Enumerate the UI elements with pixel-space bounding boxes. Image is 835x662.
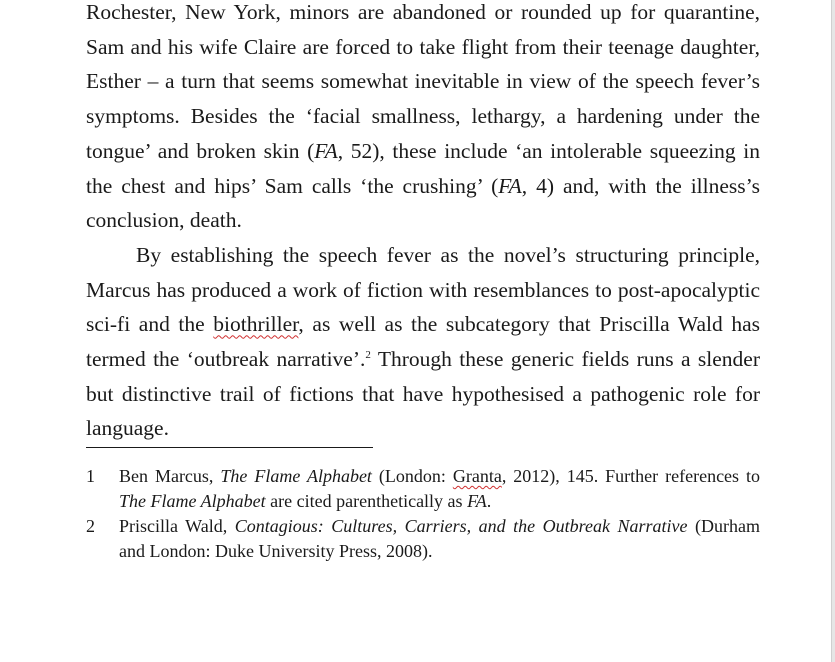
footnote-2 [86,514,760,564]
spellcheck-flagged-word[interactable]: biothriller [213,312,299,337]
paragraph-1-text-b: , 52), these include ‘an intolerable squeezing in the chest and hips’ Sam calls ‘the crushing’ ( [86,138,761,198]
paragraph-2-text-c: Through these generic fields runs a slender but distinctive trail of fictions that have hypothesised a pathogenic role for language. [86,347,761,441]
spellcheck-flagged-word[interactable]: Granta [452,466,502,486]
body-text [86,0,760,446]
citation-abbr-fa-2: FA [498,173,522,198]
footnote-2-text-a: Priscilla Wald, [119,516,235,536]
paragraph-1-text-c: , 4) and, with the illness’s conclusion, death. [86,173,760,233]
footnote-number: 2 [86,516,95,536]
footnote-reference-2[interactable]: 2 [365,348,371,361]
book-title: Contagious: Cultures, Carriers, and the Outbreak Narrative [234,516,688,536]
footnote-1 [86,464,760,514]
citation-abbr-fa: FA [314,138,338,163]
page-edge [831,0,835,662]
paragraph-2 [86,238,760,446]
footnote-text [119,464,760,514]
footnote-1-text-c: , 2012), 145. Further references to [501,466,760,486]
footnote-1-text-d: are cited parenthetically as [265,491,468,511]
paragraph-2-text-b: , as well as the subcategory that Priscilla Wald has termed the ‘outbreak narrative’. [86,312,760,372]
paragraph-2-text-a: By establishing the speech fever as the novel’s structuring principle, Marcus has produced a work of fiction with resemblances to post-apocalyptic sci-fi and the [86,242,760,337]
book-title: The Flame Alphabet [220,466,372,486]
footnote-1-text-a: Ben Marcus, [119,466,221,486]
footnote-1-text-b: (London: [371,466,453,486]
citation-abbr-fa: FA [467,491,487,511]
paragraph-1 [86,0,760,238]
footnote-1-text-e: . [486,491,492,511]
paragraph-1-text-a: Rochester, New York, minors are abandoned or rounded up for quarantine, Sam and his wife Claire are forced to take flight from their teenage daughter, Esther – a turn that seems somewhat inevitable in view of the speech fever’s symptoms. Besides the ‘facial smallness, lethargy, a hardening under the tongue’ and broken skin ( [86,0,760,163]
footnotes [86,464,760,564]
footnote-separator [86,447,373,448]
footnote-number: 1 [86,466,95,486]
book-title: The Flame Alphabet [119,491,266,511]
footnote-2-text-b: (Durham and London: Duke University Press, 2008). [119,516,760,561]
footnote-text [119,514,760,564]
